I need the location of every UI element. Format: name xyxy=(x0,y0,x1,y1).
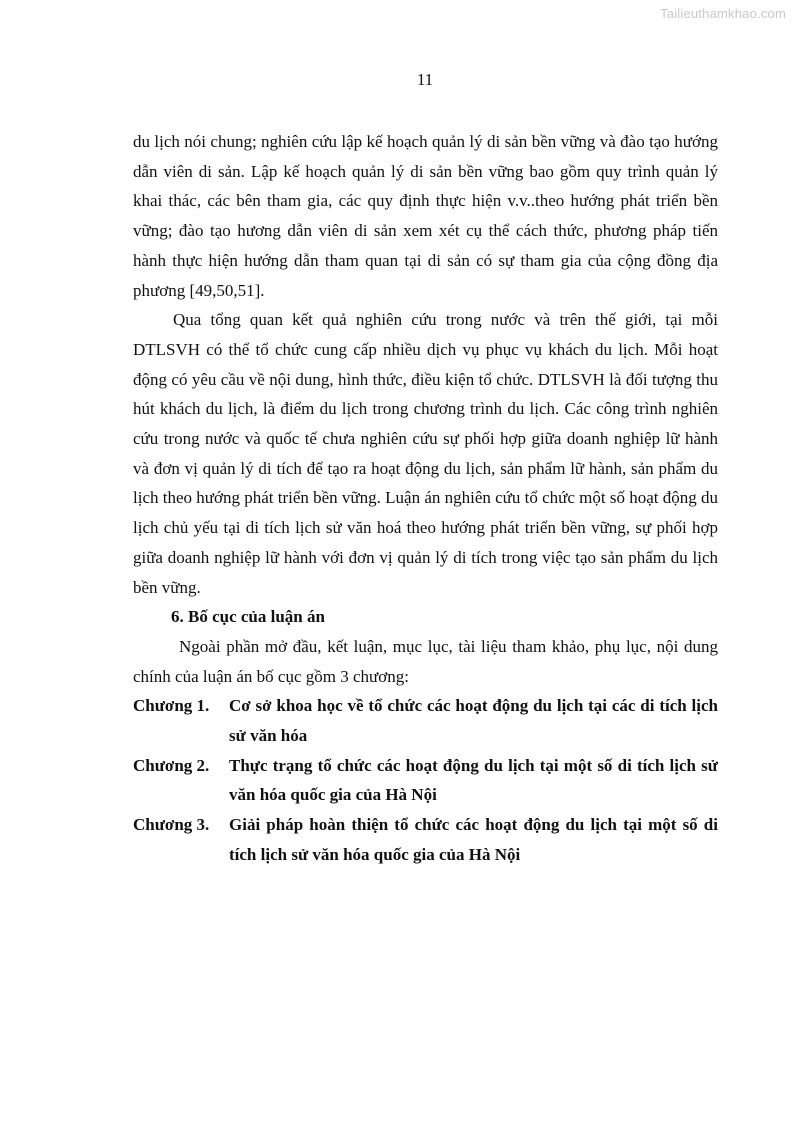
page-number: 11 xyxy=(416,70,434,89)
chapter-label: Chương 3. xyxy=(133,815,210,835)
chapter-title: Giải pháp hoàn thiện tổ chức các hoạt động du lịch tại một số di tích lịch sử văn hóa quốc gia của Hà Nội xyxy=(229,815,718,864)
paragraph-continuation: du lịch nói chung; nghiên cứu lập kế hoạch quản lý di sản bền vững và đào tạo hướng dẫn viên di sản. Lập kế hoạch quản lý di sản bền vững bao gồm quy trình quản lý khai thác, các bên tham gia, các quy định thực hiện v.v..theo hướng phát triển bền vững; đào tạo hương dẫn viên di sản xem xét cụ thể cách thức, phương pháp tiến hành thực hiện hướng dẫn tham quan tại di sản có sự tham gia của cộng đồng địa phương [49,50,51]. xyxy=(133,132,718,300)
page-body xyxy=(133,127,718,870)
chapter-item-1 xyxy=(133,691,718,750)
section-intro: Ngoài phần mở đầu, kết luận, mục lục, tài liệu tham khảo, phụ lục, nội dung chính của luận án bố cục gồm 3 chương: xyxy=(133,636,718,686)
chapter-title: Thực trạng tổ chức các hoạt động du lịch tại một số di tích lịch sử văn hóa quốc gia của Hà Nội xyxy=(229,755,718,805)
chapter-item-3 xyxy=(133,810,718,869)
section-heading: 6. Bố cục của luận án xyxy=(171,607,325,627)
watermark: Tailieuthamkhao.com xyxy=(660,6,786,21)
chapter-label: Chương 2. xyxy=(133,755,210,775)
paragraph-summary: Qua tổng quan kết quả nghiên cứu trong nước và trên thế giới, tại mỗi DTLSVH có thể tổ chức cung cấp nhiều dịch vụ phục vụ khách du lịch. Mỗi hoạt động có yêu cầu về nội dung, hình thức, điều kiện tổ chức. DTLSVH là đối tượng thu hút khách du lịch, là điểm du lịch trong chương trình du lịch. Các công trình nghiên cứu trong nước và quốc tế chưa nghiên cứu sự phối hợp giữa doanh nghiệp lữ hành và đơn vị quản lý di tích để tạo ra hoạt động du lịch, sản phẩm lữ hành, sản phẩm du lịch theo hướng phát triển bền vững. Luận án nghiên cứu tổ chức một số hoạt động du lịch chủ yếu tại di tích lịch sử văn hoá theo hướng phát triển bền vững, sự phối hợp giữa doanh nghiệp lữ hành với đơn vị quản lý di tích trong việc tạo sản phẩm du lịch bền vững. xyxy=(133,310,719,597)
chapter-title: Cơ sở khoa học về tổ chức các hoạt động du lịch tại các di tích lịch sử văn hóa xyxy=(229,696,718,746)
chapter-label: Chương 1. xyxy=(133,696,210,716)
chapter-item-2 xyxy=(133,751,718,810)
